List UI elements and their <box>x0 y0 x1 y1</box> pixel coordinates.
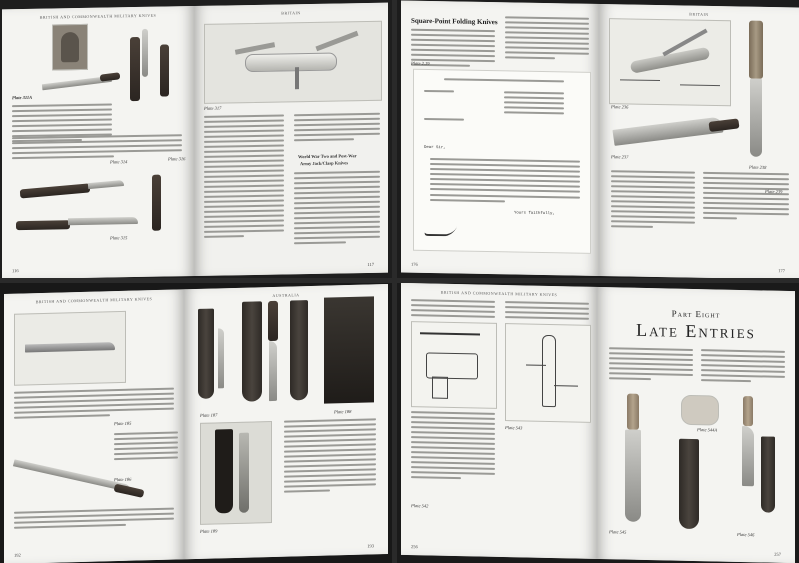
fighting-knife-blade-image <box>625 430 641 522</box>
dagger-handle-image <box>743 396 753 426</box>
body-text <box>294 171 380 248</box>
photo-book-spread-3 <box>0 283 392 563</box>
page-number: 192 <box>14 552 21 558</box>
right-running-head: BRITAIN <box>281 10 301 16</box>
sheath-image <box>242 301 262 402</box>
plate-caption: Plate 544A <box>697 427 718 433</box>
signature <box>423 222 458 236</box>
knife-image <box>20 183 90 198</box>
body-text <box>12 134 182 165</box>
page-number: 176 <box>411 261 418 267</box>
open-book <box>401 283 795 563</box>
letter-closing: Yours faithfully, <box>514 211 555 217</box>
knife-image <box>268 301 278 341</box>
right-running-head: AUSTRALIA <box>272 292 300 298</box>
vertical-knife-image <box>749 21 763 79</box>
letter-body <box>430 194 580 207</box>
plate-caption: Plate 189 <box>200 528 218 534</box>
right-page <box>194 3 388 276</box>
part-title: Late Entries <box>636 319 756 343</box>
body-text <box>609 347 693 384</box>
part-label: Part Eight <box>671 308 721 320</box>
folding-knife-image <box>160 44 169 96</box>
sheath-image <box>761 436 775 512</box>
left-running-head: BRITISH AND COMMONWEALTH MILITARY KNIVES <box>39 12 157 20</box>
left-page <box>401 1 599 276</box>
plate-caption: Plate 2.19 <box>411 60 430 67</box>
right-running-head: BRITAIN <box>689 11 709 17</box>
plate-caption: Plate 187 <box>200 412 218 418</box>
letter-reference <box>424 118 464 124</box>
knife-handle-image <box>708 118 739 132</box>
body-text <box>611 170 695 231</box>
knife-handle-image <box>100 72 121 81</box>
letter-header <box>444 78 564 85</box>
photo-book-spread-4 <box>397 283 799 563</box>
plate-caption: Plate 311A <box>12 94 33 101</box>
letter-reference <box>424 90 454 96</box>
body-text <box>703 172 789 224</box>
right-page <box>184 284 388 559</box>
body-text <box>294 113 380 145</box>
typed-letter-facsimile <box>413 69 591 254</box>
body-text <box>284 418 376 495</box>
knife-and-sheath-photograph <box>200 421 272 525</box>
left-page <box>2 6 194 278</box>
left-running-head: BRITISH AND COMMONWEALTH MILITARY KNIVES <box>35 296 153 305</box>
body-text <box>14 388 174 422</box>
pistol-knife-drawing <box>411 321 497 409</box>
open-book <box>401 1 799 278</box>
sheath-image <box>290 300 308 400</box>
page-number: 117 <box>367 261 374 267</box>
body-text <box>505 301 589 323</box>
knife-blade-image <box>68 217 138 225</box>
knife-blade-image <box>88 180 124 189</box>
body-text <box>114 431 178 463</box>
left-running-head: BRITISH AND COMMONWEALTH MILITARY KNIVES <box>440 289 558 298</box>
plate-caption: Plate 317 <box>204 105 222 111</box>
open-book <box>2 3 388 278</box>
plate-caption: Plate 186 <box>114 476 132 483</box>
knife-image <box>16 220 70 230</box>
letter-address <box>504 91 564 117</box>
body-text <box>701 349 785 386</box>
photo-book-spread-2 <box>397 0 799 278</box>
section-subhead: World War Two and Post-War <box>298 153 357 160</box>
letter-body <box>430 158 580 196</box>
photo-book-spread-1 <box>0 0 392 278</box>
multi-tool-knife-photograph <box>204 21 382 104</box>
plate-caption: Plate 238 <box>749 164 767 170</box>
annotated-knife-diagram <box>609 18 731 106</box>
body-text <box>204 114 284 240</box>
section-subhead: Army Jack/Clasp Knives <box>300 160 349 167</box>
page-number: 116 <box>12 268 19 274</box>
left-page <box>4 289 184 563</box>
knife-in-sheath-image <box>198 309 214 399</box>
knife-photograph <box>612 117 723 146</box>
dagger-blade-image <box>742 426 754 486</box>
page-number: 193 <box>367 543 374 549</box>
plate-caption: Plate 236 <box>611 104 629 110</box>
plate-caption: Plate 237 <box>611 154 629 160</box>
plate-caption: Plate 239 <box>765 188 783 195</box>
fighting-knife-handle-image <box>627 394 639 430</box>
plate-caption: Plate 316 <box>168 156 186 162</box>
plate-caption: Plate 188 <box>334 408 352 415</box>
plate-caption: Plate 543 <box>505 425 523 431</box>
bayonet-handle-image <box>113 484 144 498</box>
page-number: 177 <box>778 268 785 274</box>
plate-caption: Plate 542 <box>411 503 429 509</box>
body-text <box>411 299 495 321</box>
open-book <box>4 284 388 563</box>
blade-image <box>142 29 148 77</box>
letter-salutation: Dear Sir, <box>424 145 446 151</box>
knife-blade-image <box>218 328 224 388</box>
knife-blade-image <box>269 341 277 401</box>
left-page <box>401 283 597 559</box>
page-number: 257 <box>774 551 781 557</box>
folding-knife-image <box>152 175 161 231</box>
section-heading: Square-Point Folding Knives <box>411 16 498 27</box>
plate-caption: Plate 315 <box>110 235 128 241</box>
body-text <box>411 411 495 483</box>
plate-caption: Plate 185 <box>114 420 132 427</box>
sheath-image <box>679 439 699 529</box>
leather-sheath-image <box>324 296 374 403</box>
plate-caption: Plate 546 <box>737 531 755 538</box>
body-text <box>14 508 174 532</box>
body-text <box>505 16 589 62</box>
right-page <box>597 287 795 563</box>
plate-caption: Plate 545 <box>609 529 627 535</box>
vertical-blade-image <box>750 79 762 157</box>
page-number: 256 <box>411 544 418 550</box>
right-page <box>599 4 799 278</box>
knife-drawing <box>14 311 126 386</box>
plate-caption: Plate 314 <box>110 159 128 165</box>
knife-schematic-drawing <box>505 323 591 423</box>
knife-pommel-image <box>681 395 719 426</box>
clasp-knife-image <box>130 37 140 101</box>
portrait-photograph <box>52 24 88 71</box>
